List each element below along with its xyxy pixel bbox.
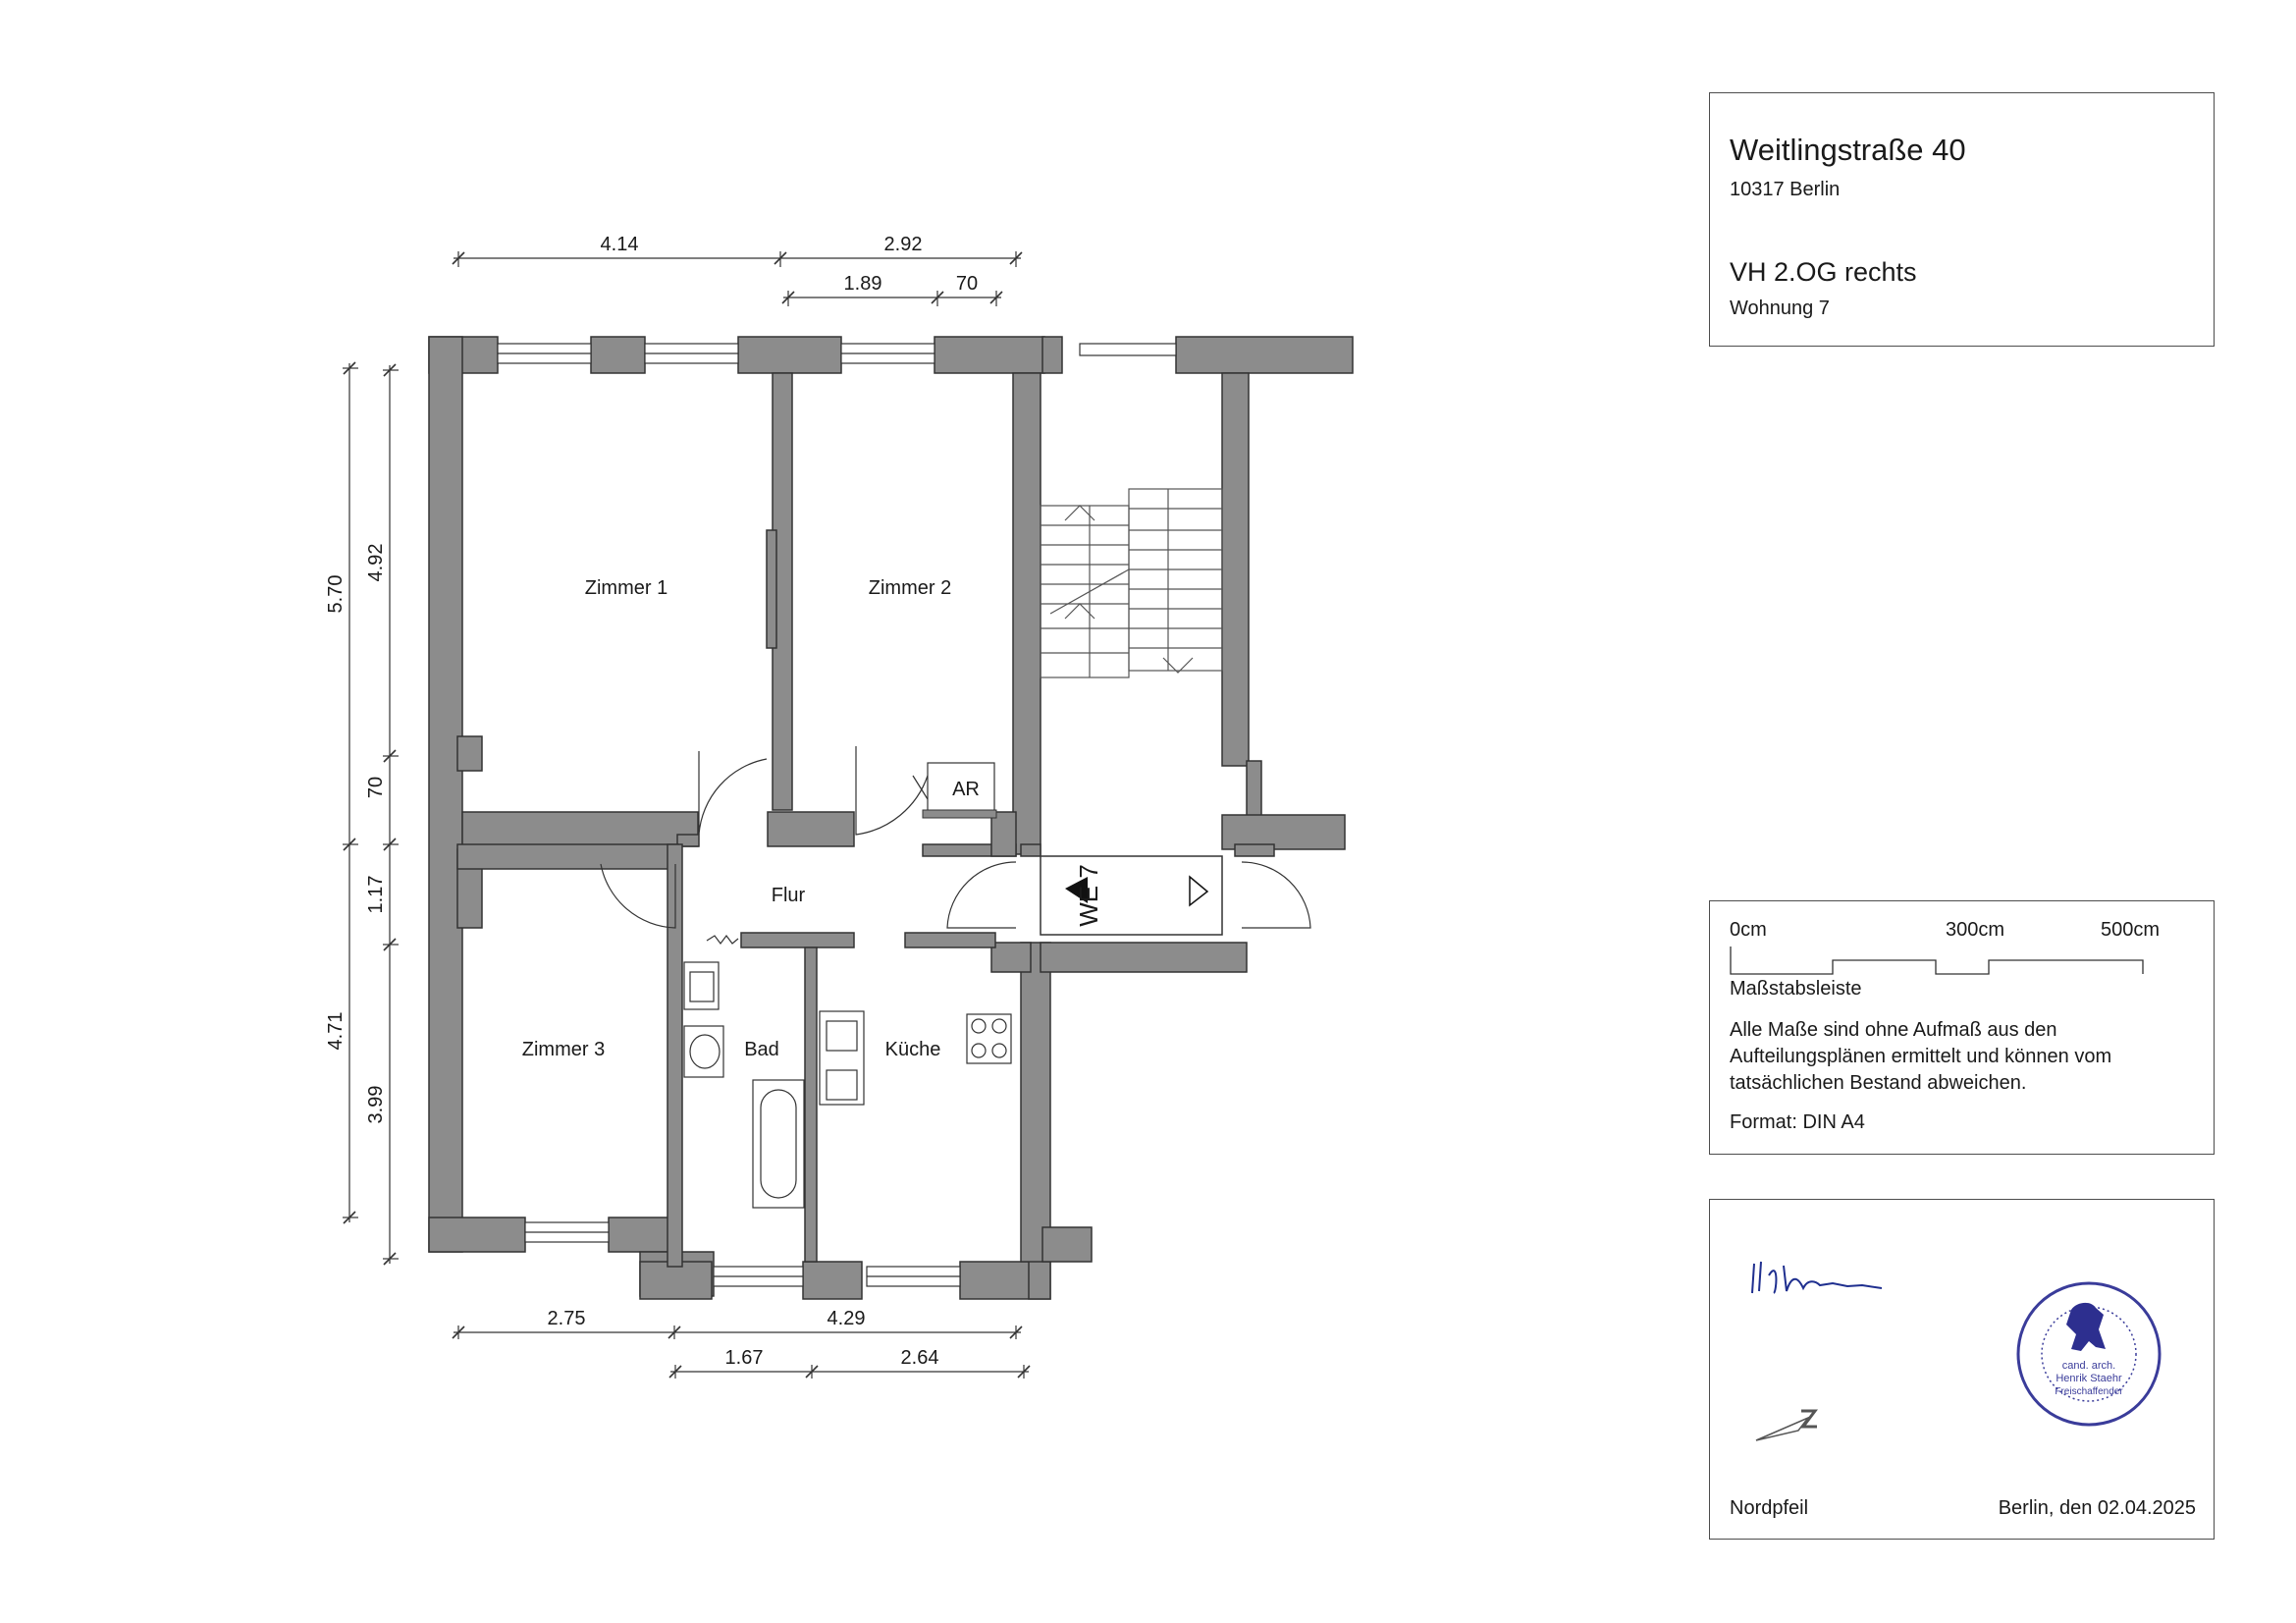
dim-left-5: 4.71	[325, 1011, 347, 1051]
unit-location: VH 2.OG rechts	[1730, 257, 1917, 287]
dim-top-4: 70	[955, 273, 979, 295]
scale-box	[1709, 900, 2215, 1155]
signature-box	[1709, 1199, 2215, 1540]
dim-bottom-4: 2.64	[900, 1347, 939, 1369]
room-flur: Flur	[771, 885, 806, 906]
dim-bottom-3: 1.67	[724, 1347, 764, 1369]
svg-text:Freischaffender: Freischaffender	[2055, 1386, 2123, 1397]
room-zimmer2: Zimmer 2	[868, 577, 952, 599]
scale-tick-300: 300cm	[1946, 919, 2005, 941]
walls	[429, 337, 1353, 1299]
dim-left-2: 4.92	[365, 543, 387, 582]
street-address: Weitlingstraße 40	[1730, 133, 1966, 167]
north-label: Nordpfeil	[1730, 1497, 1809, 1519]
fixtures	[684, 962, 1011, 1208]
dim-top-3: 1.89	[843, 273, 882, 295]
date-line: Berlin, den 02.04.2025	[1998, 1497, 2196, 1519]
room-zimmer1: Zimmer 1	[584, 577, 668, 599]
apartment-number: Wohnung 7	[1730, 298, 1830, 319]
scale-bar	[1730, 945, 2152, 976]
room-zimmer3: Zimmer 3	[521, 1039, 606, 1060]
architect-stamp	[2002, 1271, 2179, 1437]
dim-top-1: 4.14	[600, 234, 639, 255]
dim-bottom-2: 4.29	[827, 1308, 866, 1329]
room-kueche: Küche	[884, 1039, 941, 1060]
room-bad: Bad	[744, 1039, 779, 1060]
dim-left-3: 70	[365, 776, 387, 799]
scale-label: Maßstabsleiste	[1730, 978, 1862, 1000]
scale-tick-0: 0cm	[1730, 919, 1767, 941]
city: 10317 Berlin	[1730, 179, 1841, 200]
dim-left-6: 3.99	[365, 1085, 387, 1124]
unit-label: WE 7	[1074, 864, 1103, 927]
scale-tick-500: 500cm	[2101, 919, 2161, 941]
room-ar: AR	[952, 779, 980, 800]
svg-text:cand. arch.: cand. arch.	[2061, 1360, 2116, 1372]
title-block	[1709, 92, 2215, 347]
dim-left-4: 1.17	[365, 875, 387, 914]
svg-text:Henrik Staehr: Henrik Staehr	[2056, 1373, 2122, 1384]
entry-area	[1041, 856, 1222, 935]
dim-left-1: 5.70	[325, 574, 347, 614]
disclaimer-note: Alle Maße sind ohne Aufmaß aus den Aufteilungsplänen ermittelt und können vom tatsächlichen Bestand abweichen.	[1730, 1019, 2112, 1094]
paper-format: Format: DIN A4	[1730, 1111, 1865, 1133]
signature-image	[1749, 1254, 1896, 1303]
dimension-values	[325, 234, 978, 1369]
dim-top-2: 2.92	[883, 234, 923, 255]
dim-bottom-1: 2.75	[547, 1308, 586, 1329]
staircase	[1041, 489, 1222, 677]
north-arrow-icon	[1754, 1401, 1842, 1445]
